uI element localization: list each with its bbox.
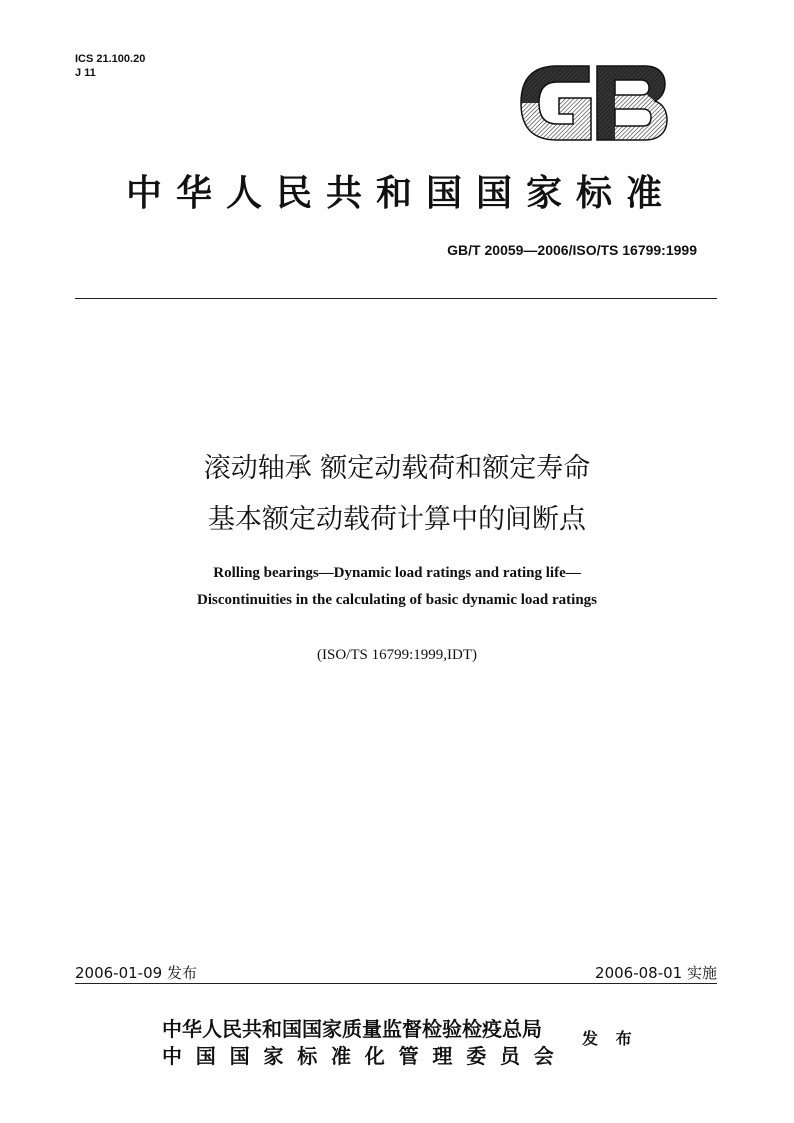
top-divider <box>75 298 717 299</box>
bottom-divider <box>75 983 717 984</box>
title-cn-line-2: 基本额定动载荷计算中的间断点 <box>208 504 586 535</box>
standard-number: GB/T 20059—2006/ISO/TS 16799:1999 <box>447 242 697 258</box>
title-en-line-1: Rolling bearings—Dynamic load ratings and rating life— <box>213 565 581 581</box>
ics-code: ICS 21.100.20 <box>75 53 146 65</box>
issuer-title: 中华人民共和国国家标准 <box>125 172 676 214</box>
ccs-code: J 11 <box>75 67 96 79</box>
publish-label: 发 布 <box>582 1029 638 1048</box>
classification-codes <box>75 52 145 80</box>
gb-logo <box>519 64 669 142</box>
title-en-line-2: Discontinuities in the calculating of basic dynamic load ratings <box>196 592 598 608</box>
adoption-note: (ISO/TS 16799:1999,IDT) <box>317 647 477 663</box>
issuing-org-1: 中华人民共和国国家质量监督检验检疫总局 <box>162 1017 542 1041</box>
implementation-date: 2006-08-01 实施 <box>595 964 717 982</box>
title-cn-line-1: 滚动轴承 额定动载荷和额定寿命 <box>203 453 591 484</box>
issue-date: 2006-01-09 发布 <box>75 964 197 982</box>
issuing-org-2: 中国国家标准化管理委员会 <box>162 1044 568 1068</box>
